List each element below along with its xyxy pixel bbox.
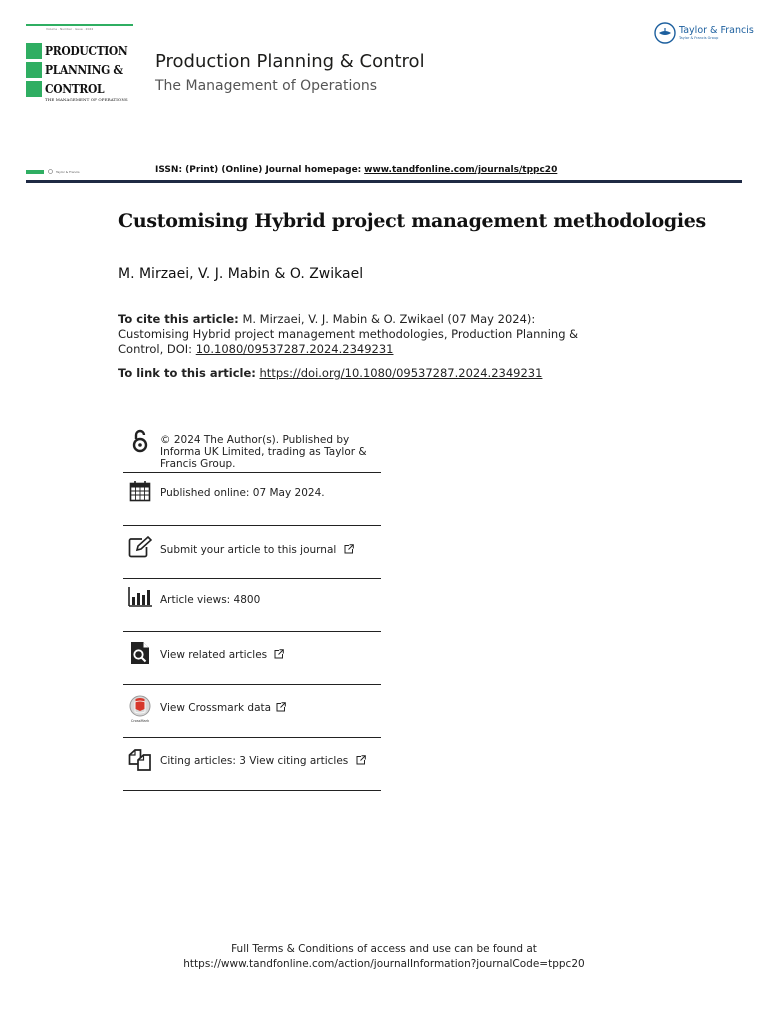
- article-authors: M. Mirzaei, V. J. Mabin & O. Zwikael: [118, 266, 364, 282]
- info-item-open-access: [123, 423, 381, 473]
- citing-articles-link[interactable]: [160, 755, 366, 767]
- info-item-published: [123, 473, 381, 526]
- journal-subtitle: The Management of Operations: [155, 78, 378, 94]
- cite-doi-link[interactable]: 10.1080/09537287.2024.2349231: [195, 342, 394, 356]
- open-access-icon: [127, 428, 153, 454]
- open-access-text: © 2024 The Author(s). Published by Informa UK Limited, trading as Taylor & Francis Group.: [160, 434, 367, 470]
- terms-footer: [0, 942, 768, 972]
- article-views-text: Article views: 4800: [160, 594, 261, 606]
- bar-chart-icon: [127, 584, 153, 610]
- external-link-icon: [276, 702, 286, 712]
- cite-label: To cite this article:: [118, 312, 239, 326]
- logo-row: [26, 61, 135, 78]
- edit-icon: [127, 534, 153, 560]
- logo-bar: [26, 81, 42, 97]
- logo-bar: [26, 62, 42, 78]
- external-link-icon: [274, 649, 284, 659]
- crossmark-icon: [127, 694, 153, 723]
- info-item-related[interactable]: [123, 632, 381, 685]
- published-text: Published online: 07 May 2024.: [160, 487, 325, 499]
- logo-small-print: Volume · Number · Issue · 2024: [46, 27, 94, 31]
- submit-article-link[interactable]: [160, 544, 354, 556]
- publisher-name: Taylor & Francis: [679, 25, 754, 36]
- link-label: To link to this article:: [118, 366, 256, 380]
- mini-logo-text: Taylor & Francis: [56, 169, 80, 174]
- header-divider: [26, 180, 742, 183]
- article-doi-link[interactable]: https://doi.org/10.1080/09537287.2024.2349231: [259, 366, 543, 380]
- cite-text: M. Mirzaei, V. J. Mabin & O. Zwikael (07 May 2024): Customising Hybrid project management methodologies, Production Planning & Control, DOI:: [118, 312, 579, 356]
- info-item-submit[interactable]: [123, 526, 381, 579]
- issn-label: ISSN: (Print) (Online) Journal homepage:: [155, 165, 362, 175]
- article-link-line: [118, 366, 542, 380]
- publisher-logo[interactable]: [654, 22, 754, 44]
- journal-logo: [26, 24, 133, 104]
- mini-lamp-icon: [48, 169, 53, 174]
- info-item-views: [123, 579, 381, 632]
- related-articles-link[interactable]: [160, 649, 284, 661]
- terms-text: Full Terms & Conditions of access and use can be found at: [231, 943, 537, 955]
- logo-row: [26, 80, 114, 97]
- journal-homepage-link[interactable]: www.tandfonline.com/journals/tppc20: [364, 165, 558, 175]
- journal-title: Production Planning & Control: [155, 51, 425, 72]
- logo-word: PRODUCTION: [45, 43, 128, 58]
- logo-word: PLANNING &: [45, 62, 123, 77]
- info-item-citing[interactable]: [123, 738, 381, 791]
- logo-subline: THE MANAGEMENT OF OPERATIONS: [45, 97, 128, 102]
- crossmark-link[interactable]: [160, 702, 286, 714]
- info-item-crossmark[interactable]: [123, 685, 381, 738]
- external-link-icon: [356, 755, 366, 765]
- citing-documents-icon: [127, 747, 153, 773]
- logo-top-line: [26, 24, 133, 26]
- crossmark-label: View Crossmark data: [160, 702, 272, 714]
- mini-publisher-logo: [26, 169, 80, 174]
- issn-line: [155, 165, 557, 175]
- logo-word: CONTROL: [45, 81, 105, 96]
- article-info-list: [123, 423, 381, 791]
- crossmark-icon-label: CrossMark: [130, 719, 150, 723]
- calendar-icon: [127, 478, 153, 504]
- logo-row: [26, 42, 141, 59]
- article-title: Customising Hybrid project management methodologies: [118, 210, 706, 232]
- related-articles-label: View related articles: [160, 649, 268, 661]
- citing-articles-label: Citing articles: 3 View citing articles: [160, 755, 349, 767]
- terms-link[interactable]: https://www.tandfonline.com/action/journalInformation?journalCode=tppc20: [183, 958, 585, 970]
- submit-article-label: Submit your article to this journal: [160, 544, 337, 556]
- search-document-icon: [127, 640, 153, 666]
- mini-logo-bar: [26, 170, 44, 174]
- publisher-lamp-icon: [654, 22, 676, 44]
- citation-block: [118, 312, 598, 357]
- logo-bar: [26, 43, 42, 59]
- publisher-group: Taylor & Francis Group: [679, 35, 719, 40]
- external-link-icon: [344, 544, 354, 554]
